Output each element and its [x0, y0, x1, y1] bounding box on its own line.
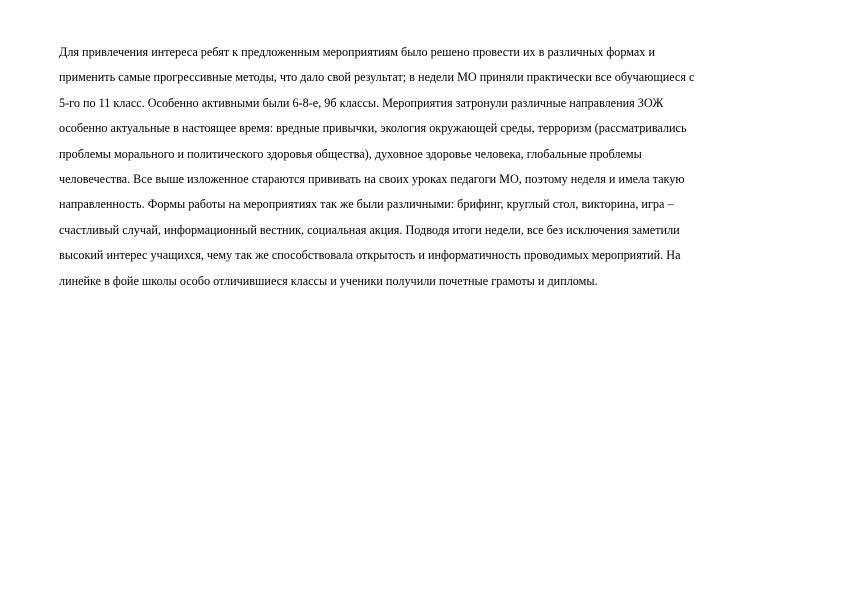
paragraph-line: применить самые прогрессивные методы, что дало свой результат; в недели МО приняли практически все обучающиеся с [59, 70, 695, 85]
paragraph-line: направленность. Формы работы на мероприятиях так же были различными: брифинг, круглый стол, викторина, игра – [59, 197, 674, 212]
paragraph-line: человечества. Все выше изложенное стараются прививать на своих уроках педагоги МО, поэтому неделя и имела такую [59, 172, 685, 187]
document-paragraph [59, 40, 779, 294]
paragraph-line: линейке в фойе школы особо отличившиеся классы и ученики получили почетные грамоты и дипломы. [59, 273, 598, 288]
paragraph-line: особенно актуальные в настоящее время: вредные привычки, экология окружающей среды, терроризм (рассматривались [59, 121, 687, 136]
paragraph-line: высокий интерес учащихся, чему так же способствовала открытость и информатичность проводимых мероприятий. На [59, 248, 681, 263]
paragraph-line: Для привлечения интереса ребят к предложенным мероприятиям было решено провести их в различных формах и [59, 45, 655, 59]
paragraph-line: 5-го по 11 класс. Особенно активными были 6-8-е, 9б классы. Мероприятия затронули различные направления ЗОЖ [59, 95, 664, 110]
paragraph-line: счастливый случай, информационный вестник, социальная акция. Подводя итоги недели, все без исключения заметили [59, 222, 680, 237]
paragraph-line: проблемы морального и политического здоровья общества), духовное здоровье человека, глобальные проблемы [59, 146, 642, 161]
